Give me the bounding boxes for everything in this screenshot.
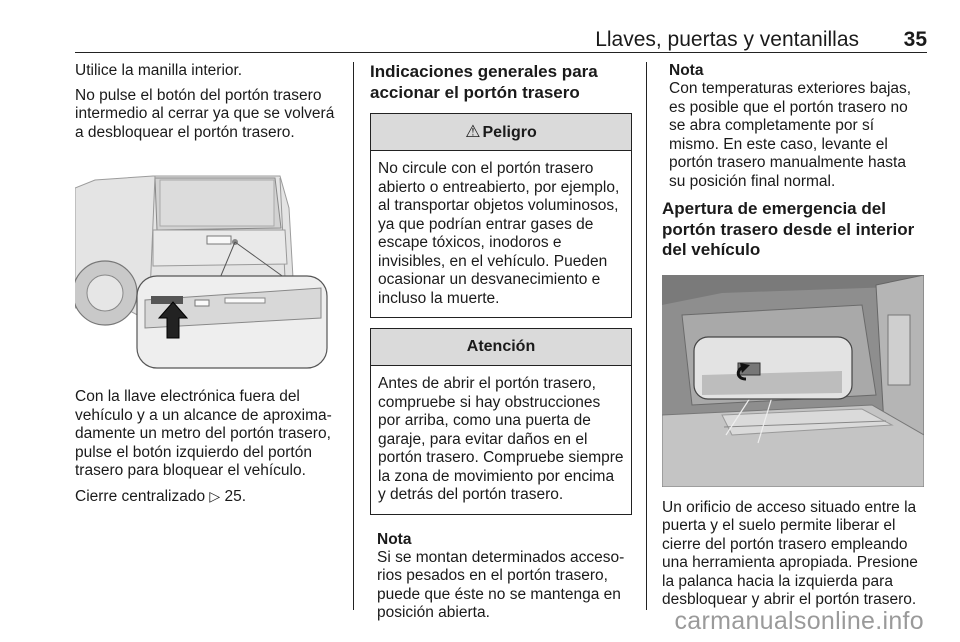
note-block [662, 62, 926, 191]
paragraph-cross-reference [75, 487, 343, 507]
paragraph: Utilice la manilla interior. [75, 62, 243, 79]
paragraph: Un orificio de acceso situado entre la puerta y el suelo permite liberar el cierre del portón trasero empleando una herramienta apropiada. Presione la palanca hacia la izquierda para desbloquear y abrir el portón trasero. [662, 498, 918, 608]
column-left [75, 62, 343, 506]
chapter-title: Llaves, puertas y ventanillas [595, 28, 859, 51]
note-title: Nota [669, 62, 704, 79]
note-block [370, 531, 632, 623]
emergency-release-illustration [662, 275, 924, 487]
note-text: Si se montan determinados accesorios pesados en el portón trasero, puede que éste no se mantenga en posición abierta. [377, 548, 625, 621]
paragraph: Con la llave electrónica fuera del vehículo y a un alcance de aproximadamente un metro del portón trasero, pulse el botón izquierdo del portón trasero para bloquear el vehículo. [75, 388, 332, 479]
paragraph: No pulse el botón del portón trasero intermedio al cerrar ya que se volverá a desbloquear el portón trasero. [75, 86, 335, 141]
note-text: Con temperaturas exteriores bajas, es posible que el portón trasero no se abra completamente por sí mismo. En este caso, levante el portón trasero manualmente hasta su posición final normal. [669, 80, 912, 190]
page-number: 35 [903, 28, 927, 51]
page-header [75, 28, 927, 53]
danger-box-body [371, 151, 631, 317]
column-divider [353, 62, 354, 610]
column-divider [646, 62, 647, 610]
reference-text: Cierre centralizado [75, 487, 206, 505]
note-title: Nota [377, 530, 412, 548]
column-middle [370, 62, 632, 623]
caution-box-body [371, 366, 631, 514]
arrow-reference-icon: ▷ [209, 487, 221, 504]
danger-box [370, 113, 632, 318]
tailgate-button-illustration [75, 168, 329, 372]
caution-box-title: Atención [371, 329, 631, 366]
column-right [662, 62, 926, 610]
danger-box-title: ⚠ Peligro [371, 114, 631, 151]
warning-triangle-icon: ⚠ [465, 122, 481, 141]
danger-text: No circule con el portón trasero abierto o entreabierto, por ejemplo, al transportar objetos voluminosos, ya que podrían entrar gases de escape tóxicos, inodoros e invisibles, en el vehículo. Pueden ocasionar un desvanecimiento e incluso la muerte. [378, 160, 620, 307]
caution-text: Antes de abrir el portón trasero, compruebe si hay obstrucciones por arriba, como una puerta de garaje, para evitar daños en el portón trasero. Compruebe siempre la zona de movimiento por encima y detrás del portón trasero. [378, 375, 624, 503]
section-heading: Apertura de emergencia del portón trasero desde el interior del vehículo [662, 199, 915, 259]
reference-page[interactable]: 25. [224, 487, 247, 505]
section-heading: Indicaciones generales para accionar el portón trasero [370, 62, 598, 102]
watermark: carmanualsonline.info [674, 607, 924, 635]
caution-box [370, 328, 632, 515]
